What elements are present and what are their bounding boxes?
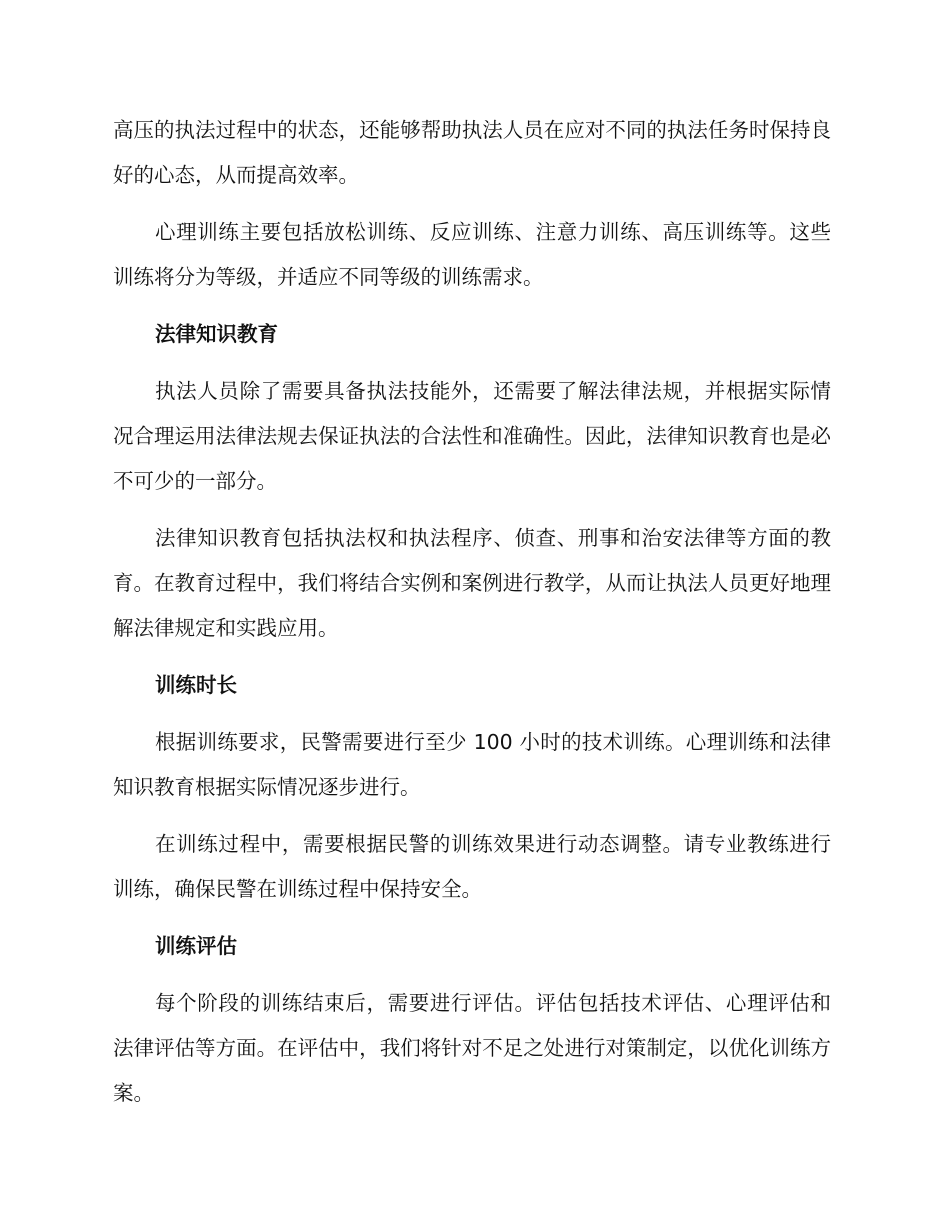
paragraph-legal-knowledge-need: 执法人员除了需要具备执法技能外，还需要了解法律法规，并根据实际情况合理运用法律法规去保证执法的合法性和准确性。因此，法律知识教育也是必不可少的一部分。 bbox=[113, 379, 831, 493]
paragraph-legal-education-content: 法律知识教育包括执法权和执法程序、侦查、刑事和治安法律等方面的教育。在教育过程中，我们将结合实例和案例进行教学，从而让执法人员更好地理解法律规定和实践应用。 bbox=[113, 526, 831, 640]
section-heading-training-duration: 训练时长 bbox=[155, 673, 237, 697]
document-body bbox=[113, 108, 831, 1128]
section-heading-training-evaluation: 训练评估 bbox=[155, 934, 237, 958]
section-heading-legal-education: 法律知识教育 bbox=[155, 322, 278, 346]
paragraph-psych-training-types: 心理训练主要包括放松训练、反应训练、注意力训练、高压训练等。这些训练将分为等级，并适应不同等级的训练需求。 bbox=[113, 220, 831, 289]
paragraph-evaluation: 每个阶段的训练结束后，需要进行评估。评估包括技术评估、心理评估和法律评估等方面。在评估中，我们将针对不足之处进行对策制定，以优化训练方案。 bbox=[113, 991, 831, 1105]
paragraph-training-hours: 根据训练要求，民警需要进行至少 100 小时的技术训练。心理训练和法律知识教育根据实际情况逐步进行。 bbox=[113, 730, 831, 799]
paragraph-dynamic-adjustment: 在训练过程中，需要根据民警的训练效果进行动态调整。请专业教练进行训练，确保民警在训练过程中保持安全。 bbox=[113, 832, 831, 901]
paragraph-stress-state: 高压的执法过程中的状态，还能够帮助执法人员在应对不同的执法任务时保持良好的心态，从而提高效率。 bbox=[113, 118, 831, 187]
